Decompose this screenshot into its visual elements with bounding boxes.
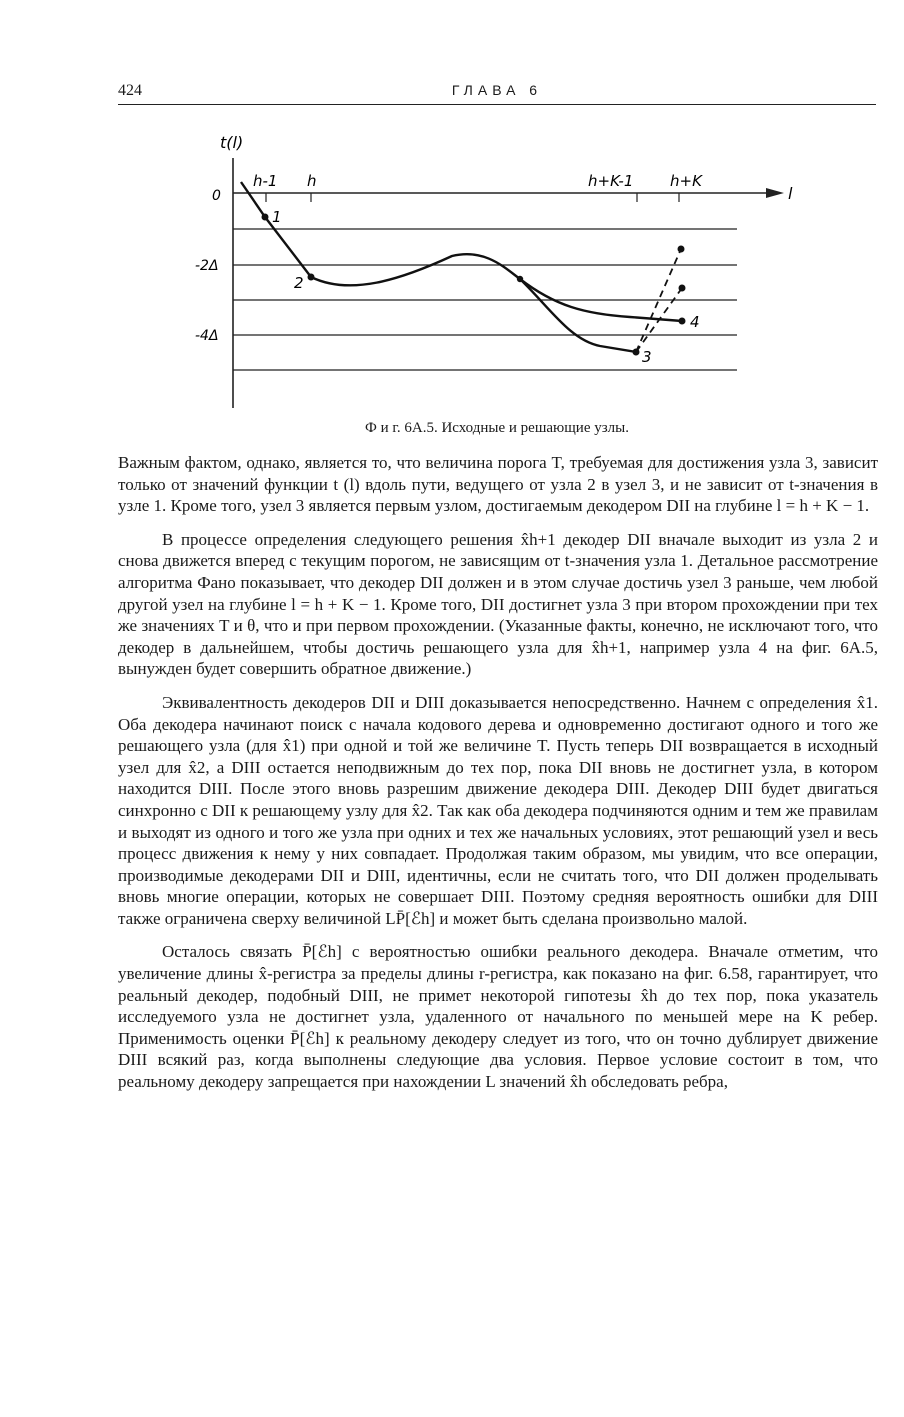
- x-axis-arrow: [766, 188, 784, 198]
- node-3: [633, 349, 640, 356]
- page-header: [118, 80, 876, 105]
- node-2: [308, 274, 315, 281]
- y-tick-label: 0: [212, 188, 221, 204]
- paragraph: В процессе определения следующего решения x̂h+1 декодер DII вначале выходит из узла 2 и снова движется вперед с текущим порогом, не зависящим от t-значения узла 1. Детальное рассмотрение алгоритма Фано показывает, что декодер DII должен и в этом случае достичь узел 3 раньше, чем любой другой узел на глубине l = h + K − 1. Кроме того, DII достигнет узла 3 при втором прохождении при тех же значениях T и θ, что и при первом прохождении. (Указанные факты, конечно, не исключают того, что декодер в дальнейшем, чтобы достичь решающего узла для x̂h+1, например узла 4 на фиг. 6А.5, вынужден будет совершить обратное движение.): [118, 529, 878, 679]
- figure-caption: Ф и г. 6А.5. Исходные и решающие узлы.: [365, 420, 629, 436]
- x-axis-label: l: [788, 184, 793, 203]
- paragraph: Осталось связать P̄[ℰh] с вероятностью ошибки реального декодера. Вначале отметим, что увеличение длины x̂-регистра за пределы длины r-регистра, как показано на фиг. 6.58, гарантирует, что реальный декодер, подобный DIII, не примет некоторой гипотезы x̂h до тех пор, пока указатель исследуемого узла не достигнет узла, удаленного от начального по меньшей мере на K ребер. Применимость оценки P̄[ℰh] к реальному декодеру следует из того, что он точно дублирует движение DIII всякий раз, когда выполнены следующие два условия. Первое условие состоит в том, что реальному декодеру запрещается при нахождении L значений x̂h обследовать ребра,: [118, 942, 878, 1092]
- body-text: [118, 452, 878, 1105]
- node-label: 3: [642, 348, 652, 366]
- x-tick-label: h+K-1: [588, 172, 634, 190]
- page-number: 424: [118, 82, 142, 99]
- y-axis-label: t(l): [220, 133, 244, 152]
- y-tick-label: -4Δ: [195, 328, 219, 344]
- node-1: [262, 214, 269, 221]
- y-tick-label: -2Δ: [195, 258, 219, 274]
- end-node: [678, 246, 685, 253]
- node-label: 4: [690, 313, 700, 331]
- branch-node: [517, 276, 523, 282]
- node-label: 2: [294, 274, 304, 292]
- figure-6a5: [190, 128, 810, 413]
- decoder-path: [311, 254, 520, 285]
- x-tick-label: h+K: [670, 172, 702, 190]
- node-label: 1: [272, 208, 282, 226]
- end-node: [679, 285, 686, 292]
- x-tick-label: h: [307, 172, 317, 190]
- paragraph: Важным фактом, однако, является то, что величина порога T, требуемая для достижения узла 3, зависит только от значений функции t (l) вдоль пути, ведущего от узла 2 в узел 3, и не зависит от t-значения в узле 1. Кроме того, узел 3 является первым узлом, достигаемым декодером DII на глубине l = h + K − 1.: [118, 453, 878, 516]
- node-4: [679, 318, 686, 325]
- chapter-title: ГЛАВА 6: [451, 82, 543, 98]
- paragraph: Эквивалентность декодеров DII и DIII доказывается непосредственно. Начнем с определения x̂1. Оба декодера начинают поиск с начала кодового дерева и одновременно достигают одного и того же решающего узла (для x̂1) при одной и той же величине T. Пусть теперь DII возвращается в исходный узел для x̂2, а DIII остается неподвижным до тех пор, пока DII вновь не достигнет узла, в котором находится DIII. После этого вновь разрешим движение декодера DIII. Декодер DIII будет двигаться синхронно с DII к решающему узлу для x̂2. Так как оба декодера подчиняются одним и тем же правилам и выходят из одного и того же узла при одних и тех же начальных условиях, этот решающий узел и весь процесс движения к нему у них совпадает. Продолжая таким образом, мы увидим, что все операции, производимые декодерами DII и DIII, идентичны, если не считать того, что DII должен проделывать вновь многие операции, которых не совершает DIII. Поэтому средняя вероятность ошибки для DIII также ограничена сверху величиной LP̄[ℰh] и может быть сделана произвольно малой.: [118, 692, 878, 928]
- x-tick-label: h-1: [253, 172, 278, 190]
